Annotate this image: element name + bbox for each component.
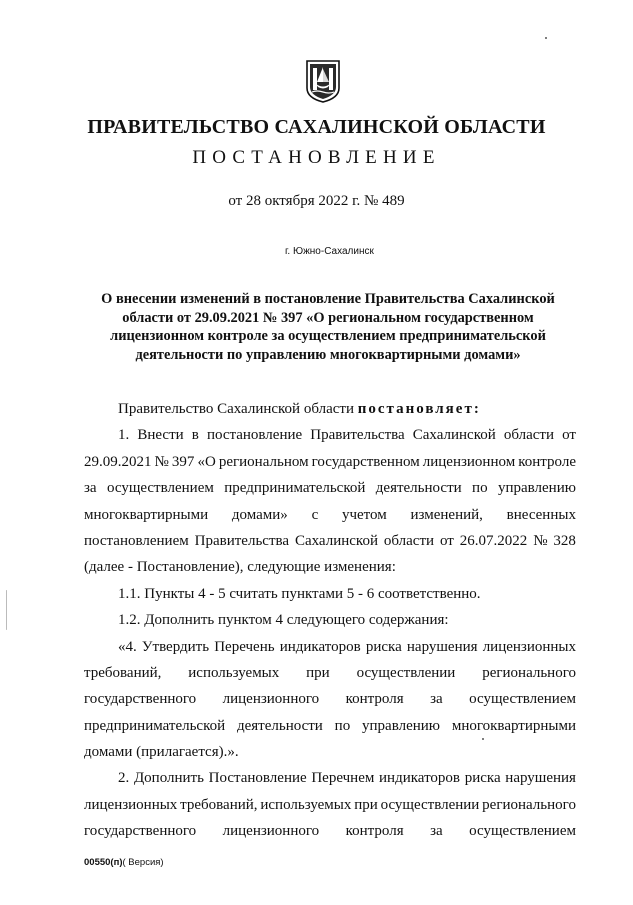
word: за — [84, 480, 97, 497]
sakhalin-coat-of-arms-icon — [304, 58, 342, 104]
word: Правительства — [310, 427, 405, 444]
word: контроля — [345, 823, 404, 840]
quoted-line — [84, 713, 576, 739]
word: государственного — [84, 691, 197, 708]
footer-code-number: 00550(п) — [84, 857, 123, 868]
subject-line: О внесении изменений в постановление Правительства Сахалинской — [101, 291, 555, 307]
word: используемых — [188, 664, 280, 681]
word: Внести — [137, 427, 184, 444]
word: государственного — [84, 823, 197, 840]
word: используемых — [260, 796, 352, 813]
word: деятельности — [375, 480, 462, 497]
word: внесенных — [506, 506, 576, 523]
word: при — [354, 796, 378, 813]
quoted-line — [84, 634, 576, 660]
word: области — [503, 427, 555, 444]
word: Дополнить — [133, 770, 204, 787]
word: «4. — [118, 638, 137, 655]
word: Постановление — [208, 770, 307, 787]
word: № — [533, 532, 548, 549]
word: управлению — [362, 717, 441, 734]
word: предпринимательской — [84, 717, 226, 734]
word: с — [311, 506, 319, 523]
paragraph-line — [84, 528, 576, 554]
scan-speck — [545, 37, 547, 39]
word: государственном — [311, 453, 420, 470]
paragraph-line — [84, 422, 576, 448]
word: домами» — [231, 506, 288, 523]
word: регионального — [482, 664, 576, 681]
word: нарушения — [406, 638, 478, 655]
word: многоквартирными — [451, 717, 576, 734]
word: области — [383, 532, 435, 549]
word: постановлением — [84, 532, 189, 549]
government-name: ПРАВИТЕЛЬСТВО САХАЛИНСКОЙ ОБЛАСТИ — [87, 116, 546, 138]
word: «О — [197, 453, 216, 470]
paragraph-2-line — [84, 818, 576, 844]
subparagraph-1-1: 1.1. Пункты 4 - 5 считать пунктами 5 - 6 соответственно. — [118, 585, 481, 602]
document-subject — [80, 290, 576, 364]
word: учетом — [341, 506, 387, 523]
subject-line: деятельности по управлению многоквартирными домами» — [135, 346, 521, 363]
word: лицензионных — [84, 796, 178, 813]
word: индикаторов — [279, 638, 361, 655]
word: деятельности — [236, 717, 323, 734]
word: требований, — [180, 796, 258, 813]
word: по — [334, 717, 351, 734]
word: управлению — [497, 480, 576, 497]
word: за — [430, 823, 443, 840]
preamble-action: постановляет: — [357, 401, 481, 417]
word: многоквартирными — [84, 506, 209, 523]
word: по — [472, 480, 488, 497]
footer-version: ( Версия) — [122, 857, 164, 868]
word: изменений, — [410, 506, 483, 523]
word: в — [191, 427, 199, 444]
subject-line: области от 29.09.2021 № 397 «О региональном государственном — [122, 309, 534, 326]
word: лицензионного — [222, 823, 320, 840]
word: Сахалинской — [294, 532, 378, 549]
word: осуществлении — [380, 796, 480, 813]
word: Перечнем — [311, 770, 375, 787]
quoted-line: домами (прилагается).». — [84, 744, 239, 761]
footer-code — [84, 857, 164, 868]
paragraph-line — [84, 475, 576, 501]
word: осуществлением — [106, 480, 214, 497]
word: лицензионного — [222, 691, 320, 708]
subparagraph-1-2: 1.2. Дополнить пунктом 4 следующего содержания: — [118, 612, 449, 629]
word: лицензионном — [422, 453, 516, 470]
word: регионального — [482, 796, 576, 813]
word: контроле — [518, 453, 576, 470]
word: осуществлением — [469, 823, 576, 840]
word: индикаторов — [379, 770, 461, 787]
word: от — [562, 427, 576, 444]
word: при — [306, 664, 330, 681]
subject-line: лицензионном контроле за осуществлением предпринимательской — [110, 328, 546, 344]
scan-speck — [482, 738, 484, 740]
word: нарушения — [505, 770, 576, 787]
word: Сахалинской — [412, 427, 496, 444]
quoted-line — [84, 686, 576, 712]
word: 397 — [171, 453, 195, 470]
word: 328 — [553, 532, 576, 549]
preamble — [84, 396, 576, 422]
document-date-number: от 28 октября 2022 г. № 489 — [228, 193, 405, 209]
quoted-line — [84, 660, 576, 686]
word: требований, — [84, 664, 162, 681]
word: осуществлением — [469, 691, 576, 708]
preamble-text: Правительство Сахалинской области — [118, 401, 354, 417]
word: 29.09.2021 — [84, 453, 152, 470]
word: риска — [365, 638, 402, 655]
word: предпринимательской — [224, 480, 366, 497]
word: Утвердить — [141, 638, 210, 655]
word: осуществлении — [356, 664, 456, 681]
paragraph-line — [84, 502, 576, 528]
scan-speck — [6, 590, 7, 630]
document-type: ПОСТАНОВЛЕНИЕ — [192, 147, 441, 168]
document-body — [84, 396, 576, 845]
word: региональном — [218, 453, 309, 470]
paragraph-line: (далее - Постановление), следующие изменения: — [84, 559, 396, 576]
word: № — [154, 453, 169, 470]
word: 2. — [118, 770, 130, 787]
paragraph-2-line — [84, 792, 576, 818]
word: за — [430, 691, 443, 708]
word: 26.07.2022 — [459, 532, 528, 549]
word: 1. — [118, 427, 130, 444]
word: от — [439, 532, 454, 549]
word: риска — [464, 770, 501, 787]
word: постановление — [206, 427, 303, 444]
word: контроля — [345, 691, 404, 708]
paragraph-2-line — [84, 765, 576, 791]
word: Правительства — [194, 532, 290, 549]
word: лицензионных — [482, 638, 576, 655]
paragraph-line — [84, 449, 576, 475]
word: Перечень — [214, 638, 275, 655]
document-city: г. Южно-Сахалинск — [285, 246, 374, 257]
